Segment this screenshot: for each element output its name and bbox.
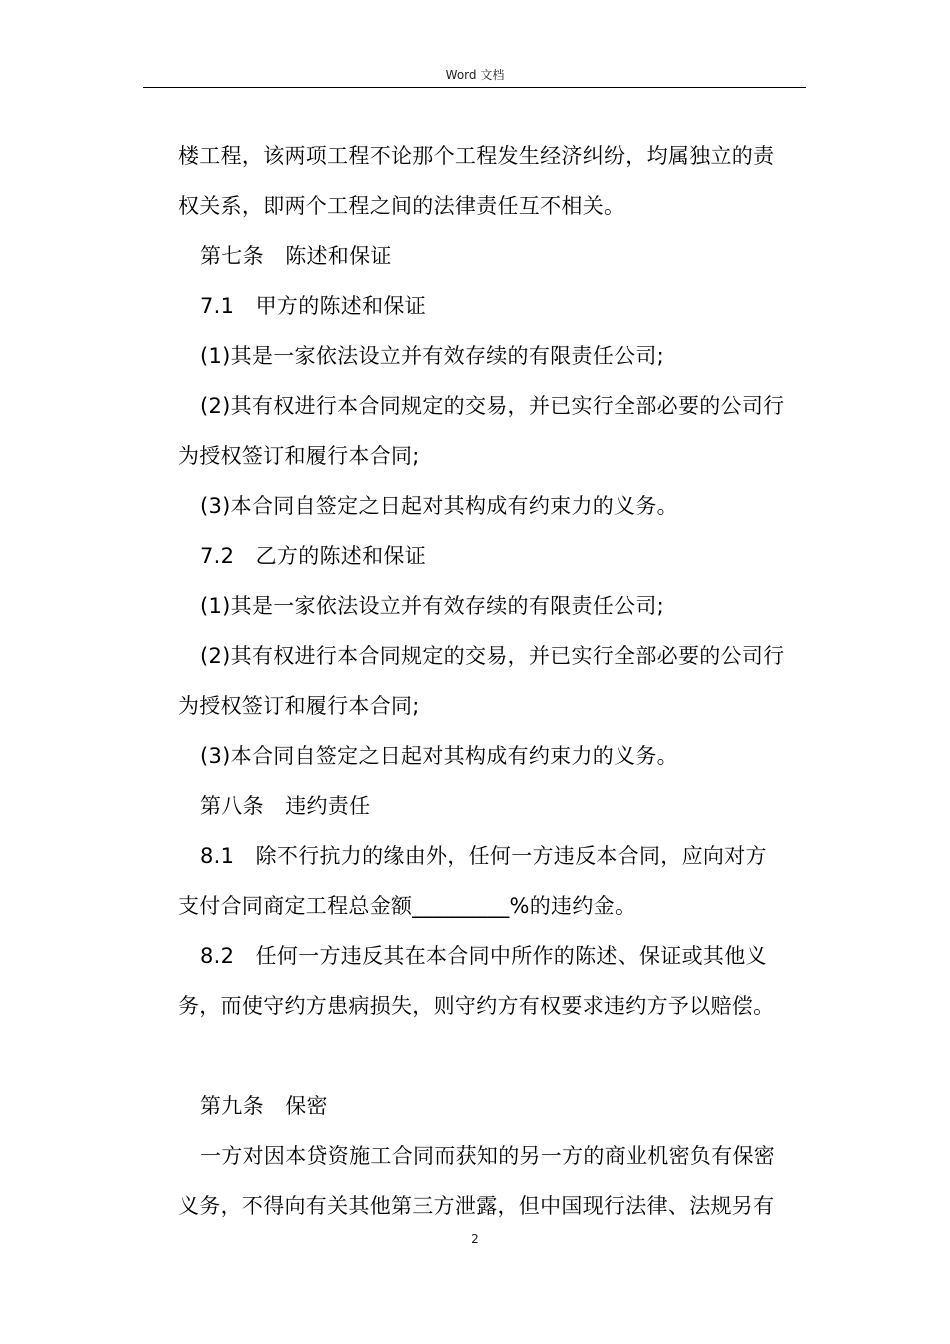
body-line: 一方对因本贷资施工合同而获知的另一方的商业机密负有保密 (200, 1144, 776, 1168)
body-line: 8.1 除不行抗力的缘由外，任何一方违反本合同，应向对方 (200, 844, 767, 868)
header-divider (143, 87, 806, 88)
body-line: (2)其有权进行本合同规定的交易，并已实行全部必要的公司行 (200, 644, 785, 668)
body-line: 为授权签订和履行本合同; (178, 694, 420, 718)
body-line: (3)本合同自签定之日起对其构成有约束力的义务。 (200, 494, 678, 518)
body-line: 为授权签订和履行本合同; (178, 444, 420, 468)
body-line: 务，而使守约方患病损失，则守约方有权要求违约方予以赔偿。 (178, 994, 775, 1018)
body-line: 权关系，即两个工程之间的法律责任互不相关。 (178, 194, 626, 218)
body-line: 义务，不得向有关其他第三方泄露，但中国现行法律、法规另有 (178, 1194, 775, 1218)
body-line: (3)本合同自签定之日起对其构成有约束力的义务。 (200, 744, 678, 768)
body-line: 楼工程，该两项工程不论那个工程发生经济纠纷，均属独立的责 (178, 144, 775, 168)
clause-heading: 7.2 乙方的陈述和保证 (200, 544, 426, 568)
blank-line (178, 1031, 808, 1081)
page-header: Word 文档 (445, 68, 505, 82)
document-body (178, 131, 808, 1231)
section-heading: 第九条 保密 (200, 1094, 328, 1118)
section-heading: 第八条 违约责任 (200, 794, 371, 818)
body-line: 支付合同商定工程总金额_________%的违约金。 (178, 894, 637, 918)
body-line: (2)其有权进行本合同规定的交易，并已实行全部必要的公司行 (200, 394, 785, 418)
section-heading: 第七条 陈述和保证 (200, 244, 392, 268)
body-line: (1)其是一家依法设立并有效存续的有限责任公司; (200, 594, 665, 618)
body-line: (1)其是一家依法设立并有效存续的有限责任公司; (200, 344, 665, 368)
clause-heading: 7.1 甲方的陈述和保证 (200, 294, 426, 318)
page-number: 2 (471, 1232, 479, 1246)
body-line: 8.2 任何一方违反其在本合同中所作的陈述、保证或其他义 (200, 944, 767, 968)
